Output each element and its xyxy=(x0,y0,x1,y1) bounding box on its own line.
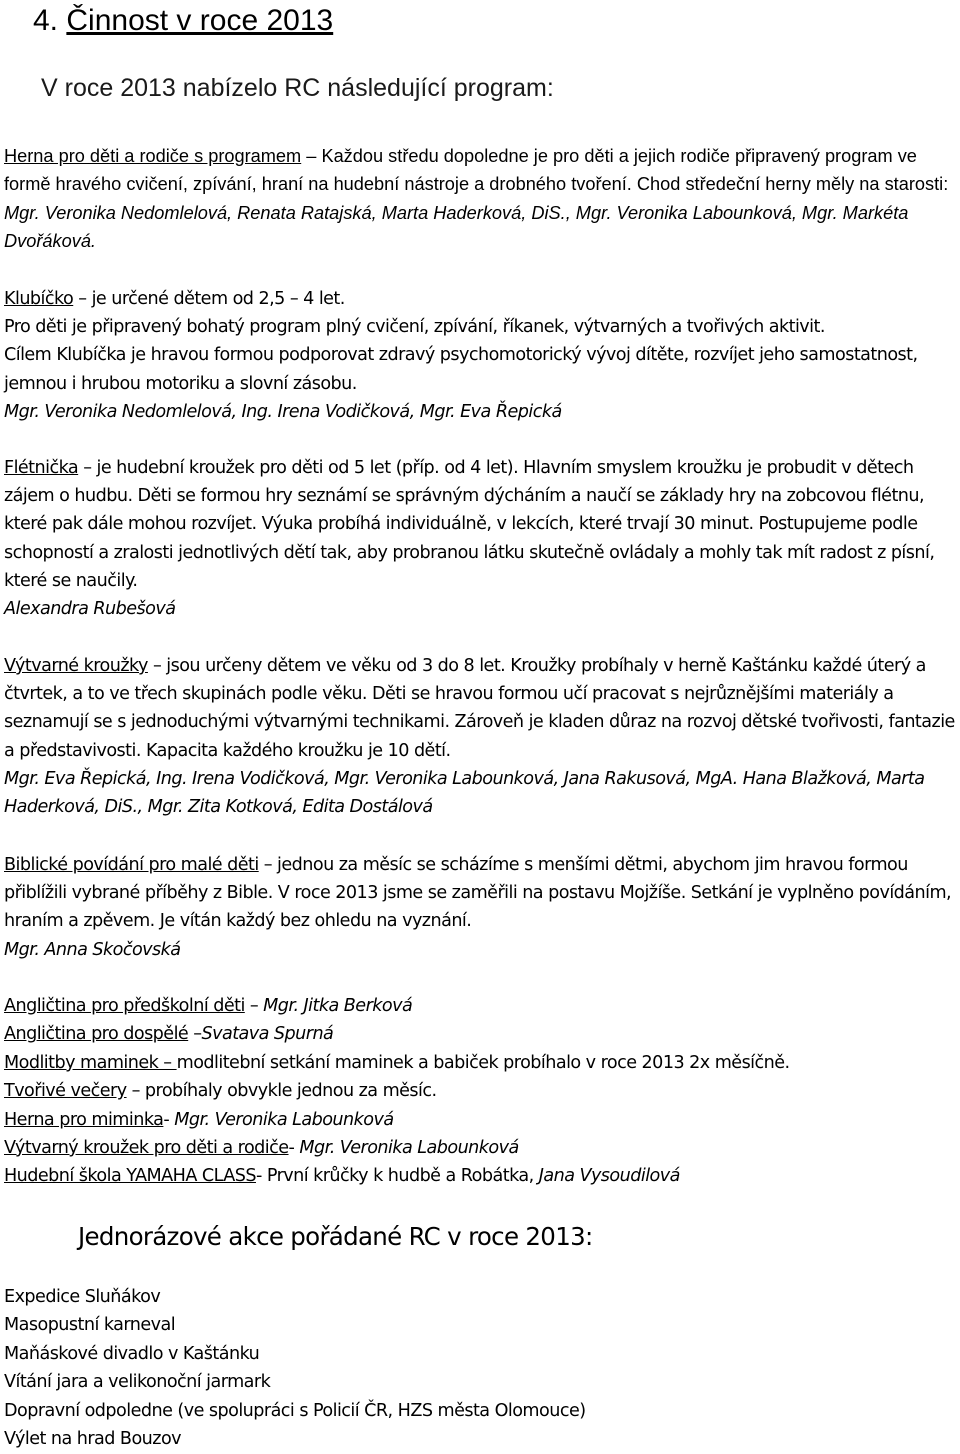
separator: – xyxy=(244,996,264,1016)
program-title: Angličtina pro předškolní děti xyxy=(4,996,245,1016)
program-title: Výtvarný kroužek pro děti a rodiče xyxy=(4,1137,289,1158)
program-title: Klubíčko xyxy=(4,289,74,309)
program-leaders: Mgr. Veronika Nedomlelová, Ing. Irena Vodičková, Mgr. Eva Řepická xyxy=(4,401,562,422)
section-title xyxy=(33,0,333,42)
program-tvorive-vecery xyxy=(4,1077,956,1105)
program-description: je hudební kroužek pro děti od 5 let (příp. od 4 let). Hlavním smyslem kroužku je probudit v dětech zájem o hudbu. Děti se formou hry seznámí se správným dýcháním a naučí se základy hry na zobcovou flétnu, které pak dále mohou rozvíjet. Výuka probíhá individuálně, v lekcích, které trvají 30 minut. Postupujeme podle schopností a zralosti jednotlivých dětí tak, aby probranou látku skutečně ovládaly a mohly tak mít radost z písní, které se naučily. xyxy=(4,458,935,591)
program-description-2: Pro děti je připravený bohatý program plný cvičení, zpívání, říkanek, výtvarných a tvořivých aktivit. xyxy=(4,317,825,338)
program-short-list xyxy=(4,992,956,1191)
program-anglictina-predskolni xyxy=(4,992,956,1020)
event-item: Masopustní karneval xyxy=(4,1315,176,1336)
program-fletnicka xyxy=(4,454,956,623)
events-list xyxy=(4,1283,956,1453)
separator: – xyxy=(126,1081,145,1102)
program-description: První krůčky k hudbě a Robátka, xyxy=(266,1166,539,1187)
program-herna-pro-miminka xyxy=(4,1106,956,1134)
program-intro: V roce 2013 nabízelo RC následující program: xyxy=(41,74,554,102)
program-klubicko xyxy=(4,285,956,426)
event-item: Expedice Sluňákov xyxy=(4,1287,161,1307)
separator: – xyxy=(147,656,167,676)
program-herna xyxy=(4,142,956,256)
event-item: Vítání jara a velikonoční jarmark xyxy=(4,1372,271,1393)
program-description: je určené dětem od 2,5 – 4 let. xyxy=(91,289,345,309)
program-leaders: Mgr. Veronika Labounková xyxy=(174,1109,394,1130)
event-item: Výlet na hrad Bouzov xyxy=(4,1428,182,1449)
program-leaders: Mgr. Veronika Labounková xyxy=(299,1137,519,1158)
program-yamaha-class xyxy=(4,1162,956,1190)
program-title: Angličtina pro dospělé xyxy=(4,1024,189,1045)
separator: – xyxy=(73,289,92,309)
program-title: Flétnička xyxy=(4,458,79,478)
program-title: Herna pro miminka xyxy=(4,1109,164,1130)
program-leaders: Mgr. Jitka Berková xyxy=(263,996,413,1016)
program-biblicke-povidani xyxy=(4,851,956,964)
program-description: jednou za měsíc se scházíme s menšími dětmi, abychom jim hravou formou přiblížili vybrané příběhy z Bible. V roce 2013 jsme se zaměřili na postavu Mojžíše. Setkání je vyplněno povídáním, hraním a zpěvem. Je vítán každý bez ohledu na vyznání. xyxy=(4,855,952,932)
separator: - xyxy=(163,1109,175,1130)
program-leaders: Mgr. Anna Skočovská xyxy=(4,939,181,960)
program-description-3: Cílem Klubíčka je hravou formou podporovat zdravý psychomotorický vývoj dítěte, rozvíjet jeho samostatnost, jemnou i hrubou motoriku a slovní zásobu. xyxy=(4,345,918,394)
events-title: Jednorázové akce pořádané RC v roce 2013: xyxy=(78,1222,593,1251)
separator: - xyxy=(255,1166,267,1187)
program-vytvarny-krouzek-rodice xyxy=(4,1134,956,1162)
program-description: Každou středu dopoledne je pro děti a jejich rodiče připravený program ve formě hravého cvičení, zpívání, hraní na hudební nástroje a drobného tvoření. Chod středeční herny měly na starosti: xyxy=(4,146,949,195)
program-leaders: Mgr. Veronika Nedomlelová, Renata Ratajská, Marta Haderková, DiS., Mgr. Veronika Labounková, Mgr. Markéta Dvořáková. xyxy=(4,202,909,252)
event-item: Maňáskové divadlo v Kaštánku xyxy=(4,1343,260,1364)
program-leaders: Svatava Spurná xyxy=(201,1024,334,1045)
program-title: Herna pro děti a rodiče s programem xyxy=(4,146,302,166)
program-modlitby-maminek xyxy=(4,1049,956,1077)
program-description: jsou určeny dětem ve věku od 3 do 8 let. Kroužky probíhaly v herně Kaštánku každé úterý a čtvrtek, a to ve třech skupinách podle věku. Děti se hravou formou učí pracovat s nejrůznějšími materiály a seznamují se s jednoduchými výtvarnými technikami. Zároveň je kladen důraz na rozvoj dětské tvořivosti, fantazie a představivosti. Kapacita každého kroužku je 10 dětí. xyxy=(4,656,955,761)
separator: – xyxy=(258,855,278,875)
separator: - xyxy=(288,1137,300,1158)
event-item: Dopravní odpoledne (ve spolupráci s Policií ČR, HZS města Olomouce) xyxy=(4,1400,586,1421)
program-description: probíhaly obvykle jednou za měsíc. xyxy=(144,1081,437,1102)
section-title-text: Činnost v roce 2013 xyxy=(66,4,334,37)
program-leaders: Alexandra Rubešová xyxy=(4,599,176,620)
program-vytvarne-krouzky xyxy=(4,652,956,821)
program-title: Hudební škola YAMAHA CLASS xyxy=(4,1166,256,1187)
program-anglictina-dospele xyxy=(4,1020,956,1048)
program-leaders: Mgr. Eva Řepická, Ing. Irena Vodičková, Mgr. Veronika Labounková, Jana Rakusová, MgA. Hana Blažková, Marta Haderková, DiS., Mgr. Zita Kotková, Edita Dostálová xyxy=(4,768,925,818)
separator: – xyxy=(188,1024,202,1045)
program-leaders: Jana Vysoudilová xyxy=(538,1166,680,1187)
program-title: Biblické povídání pro malé děti xyxy=(4,855,259,875)
separator: – xyxy=(78,458,97,478)
program-description: modlitební setkání maminek a babiček probíhalo v roce 2013 2x měsíčně. xyxy=(176,1052,790,1073)
separator: – xyxy=(301,146,322,166)
program-title: Výtvarné kroužky xyxy=(4,656,148,676)
section-number: 4. xyxy=(33,4,59,37)
program-title: Modlitby maminek – xyxy=(4,1052,177,1073)
program-title: Tvořivé večery xyxy=(4,1081,127,1102)
